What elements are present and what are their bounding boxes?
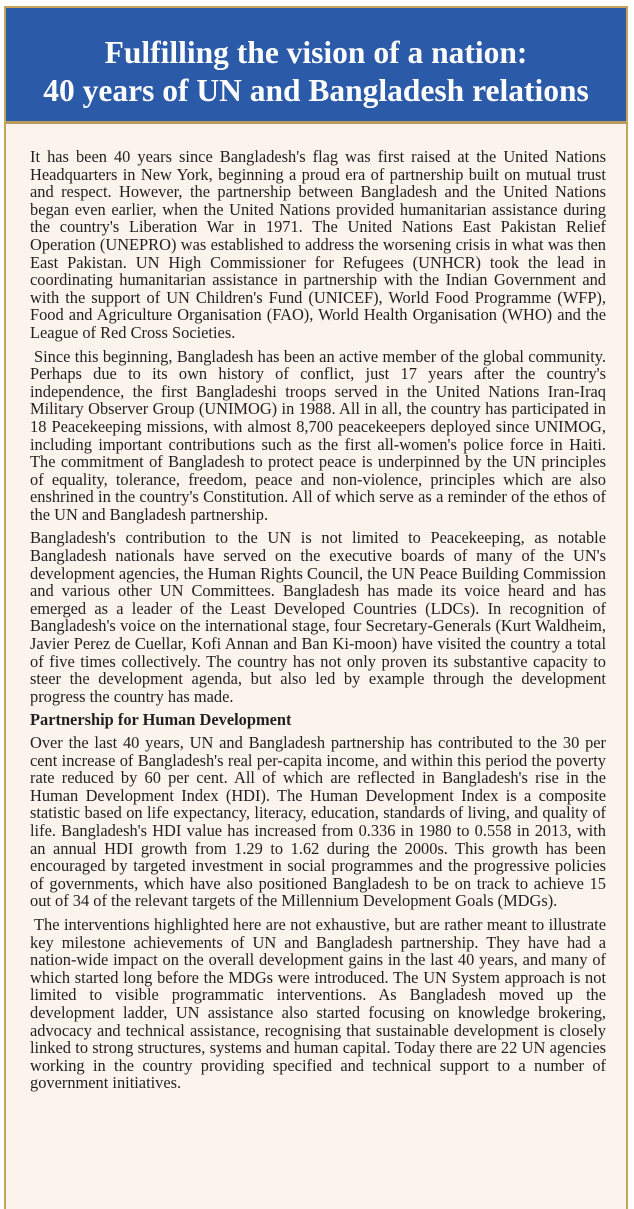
title-line-2: 40 years of UN and Bangladesh relations <box>43 73 589 108</box>
title-banner <box>6 8 626 124</box>
article-frame <box>4 6 628 1209</box>
paragraph-5: The interventions highlighted here are not exhaustive, but are rather meant to illustrate key milestone achievements of UN and Bangladesh partnership. They have had a nation-wide impact on the overall development gains in the last 40 years, and many of which started long before the MDGs were introduced. The UN System approach is not limited to visible programmatic interventions. As Bangladesh moved up the development ladder, UN assistance also started focusing on knowledge brokering, advocacy and technical assistance, recognising that sustainable development is closely linked to strong structures, systems and human capital. Today there are 22 UN agencies working in the country providing specified and technical support to a number of government initiatives. <box>30 914 606 1093</box>
page-title <box>6 8 626 110</box>
section-subheading: Partnership for Human Development <box>30 710 292 730</box>
paragraph-4: Over the last 40 years, UN and Bangladesh partnership has contributed to the 30 per cent increase of Bangladesh's real per-capita income, and within this period the poverty rate reduced by 60 per cent. All of which are reflected in Bangladesh's rise in the Human Development Index (HDI). The Human Development Index is a composite statistic based on life expectancy, literacy, education, standards of living, and quality of life. Bangladesh's HDI value has increased from 0.336 in 1980 to 0.558 in 2013, with an annual HDI growth from 1.29 to 1.62 during the 2000s. This growth has been encouraged by targeted investment in social programmes and the progressive policies of governments, which have also positioned Bangladesh to be on track to achieve 15 out of 34 of the relevant targets of the Millennium Development Goals (MDGs). <box>30 733 606 911</box>
article-body-panel <box>6 124 626 1209</box>
paragraph-1: It has been 40 years since Bangladesh's flag was first raised at the United Nations Headquarters in New York, beginning a proud era of partnership built on mutual trust and respect. However, the partnership between Bangladesh and the United Nations began even earlier, when the United Nations provided humanitarian assistance during the country's Liberation War in 1971. The United Nations East Pakistan Relief Operation (UNEPRO) was established to address the worsening crisis in what was then East Pakistan. UN High Commissioner for Refugees (UNHCR) took the lead in coordinating humanitarian assistance in partnership with the Indian Government and with the support of UN Children's Fund (UNICEF), World Food Programme (WFP), Food and Agriculture Organisation (FAO), World Health Organisation (WHO) and the League of Red Cross Societies. <box>30 147 606 342</box>
paragraph-2: Since this beginning, Bangladesh has been an active member of the global community. Perhaps due to its own history of conflict, just 17 years after the country's independence, the first Bangladeshi troops served in the United Nations Iran-Iraq Military Observer Group (UNIMOG) in 1988. All in all, the country has participated in 18 Peacekeeping missions, with almost 8,700 peacekeepers deployed since UNIMOG, including important contributions such as the first all-women's police force in Haiti. The commitment of Bangladesh to protect peace is underpinned by the UN principles of equality, tolerance, freedom, peace and non-violence, principles which are also enshrined in the country's Constitution. All of which serve as a reminder of the ethos of the UN and Bangladesh partnership. <box>30 346 606 524</box>
paragraph-3: Bangladesh's contribution to the UN is not limited to Peacekeeping, as notable Bangladesh nationals have served on the executive boards of many of the UN's development agencies, the Human Rights Council, the UN Peace Building Commission and various other UN Committees. Bangladesh has made its voice heard and has emerged as a leader of the Least Developed Countries (LDCs). In recognition of Bangladesh's voice on the international stage, four Secretary-Generals (Kurt Waldheim, Javier Perez de Cuellar, Kofi Annan and Ban Ki-moon) have visited the country a total of five times collectively. The country has not only proven its substantive capacity to steer the development agenda, but also led by example through the development progress the country has made. <box>30 528 606 706</box>
article-content <box>30 148 606 1098</box>
title-line-1: Fulfilling the vision of a nation: <box>104 35 528 70</box>
